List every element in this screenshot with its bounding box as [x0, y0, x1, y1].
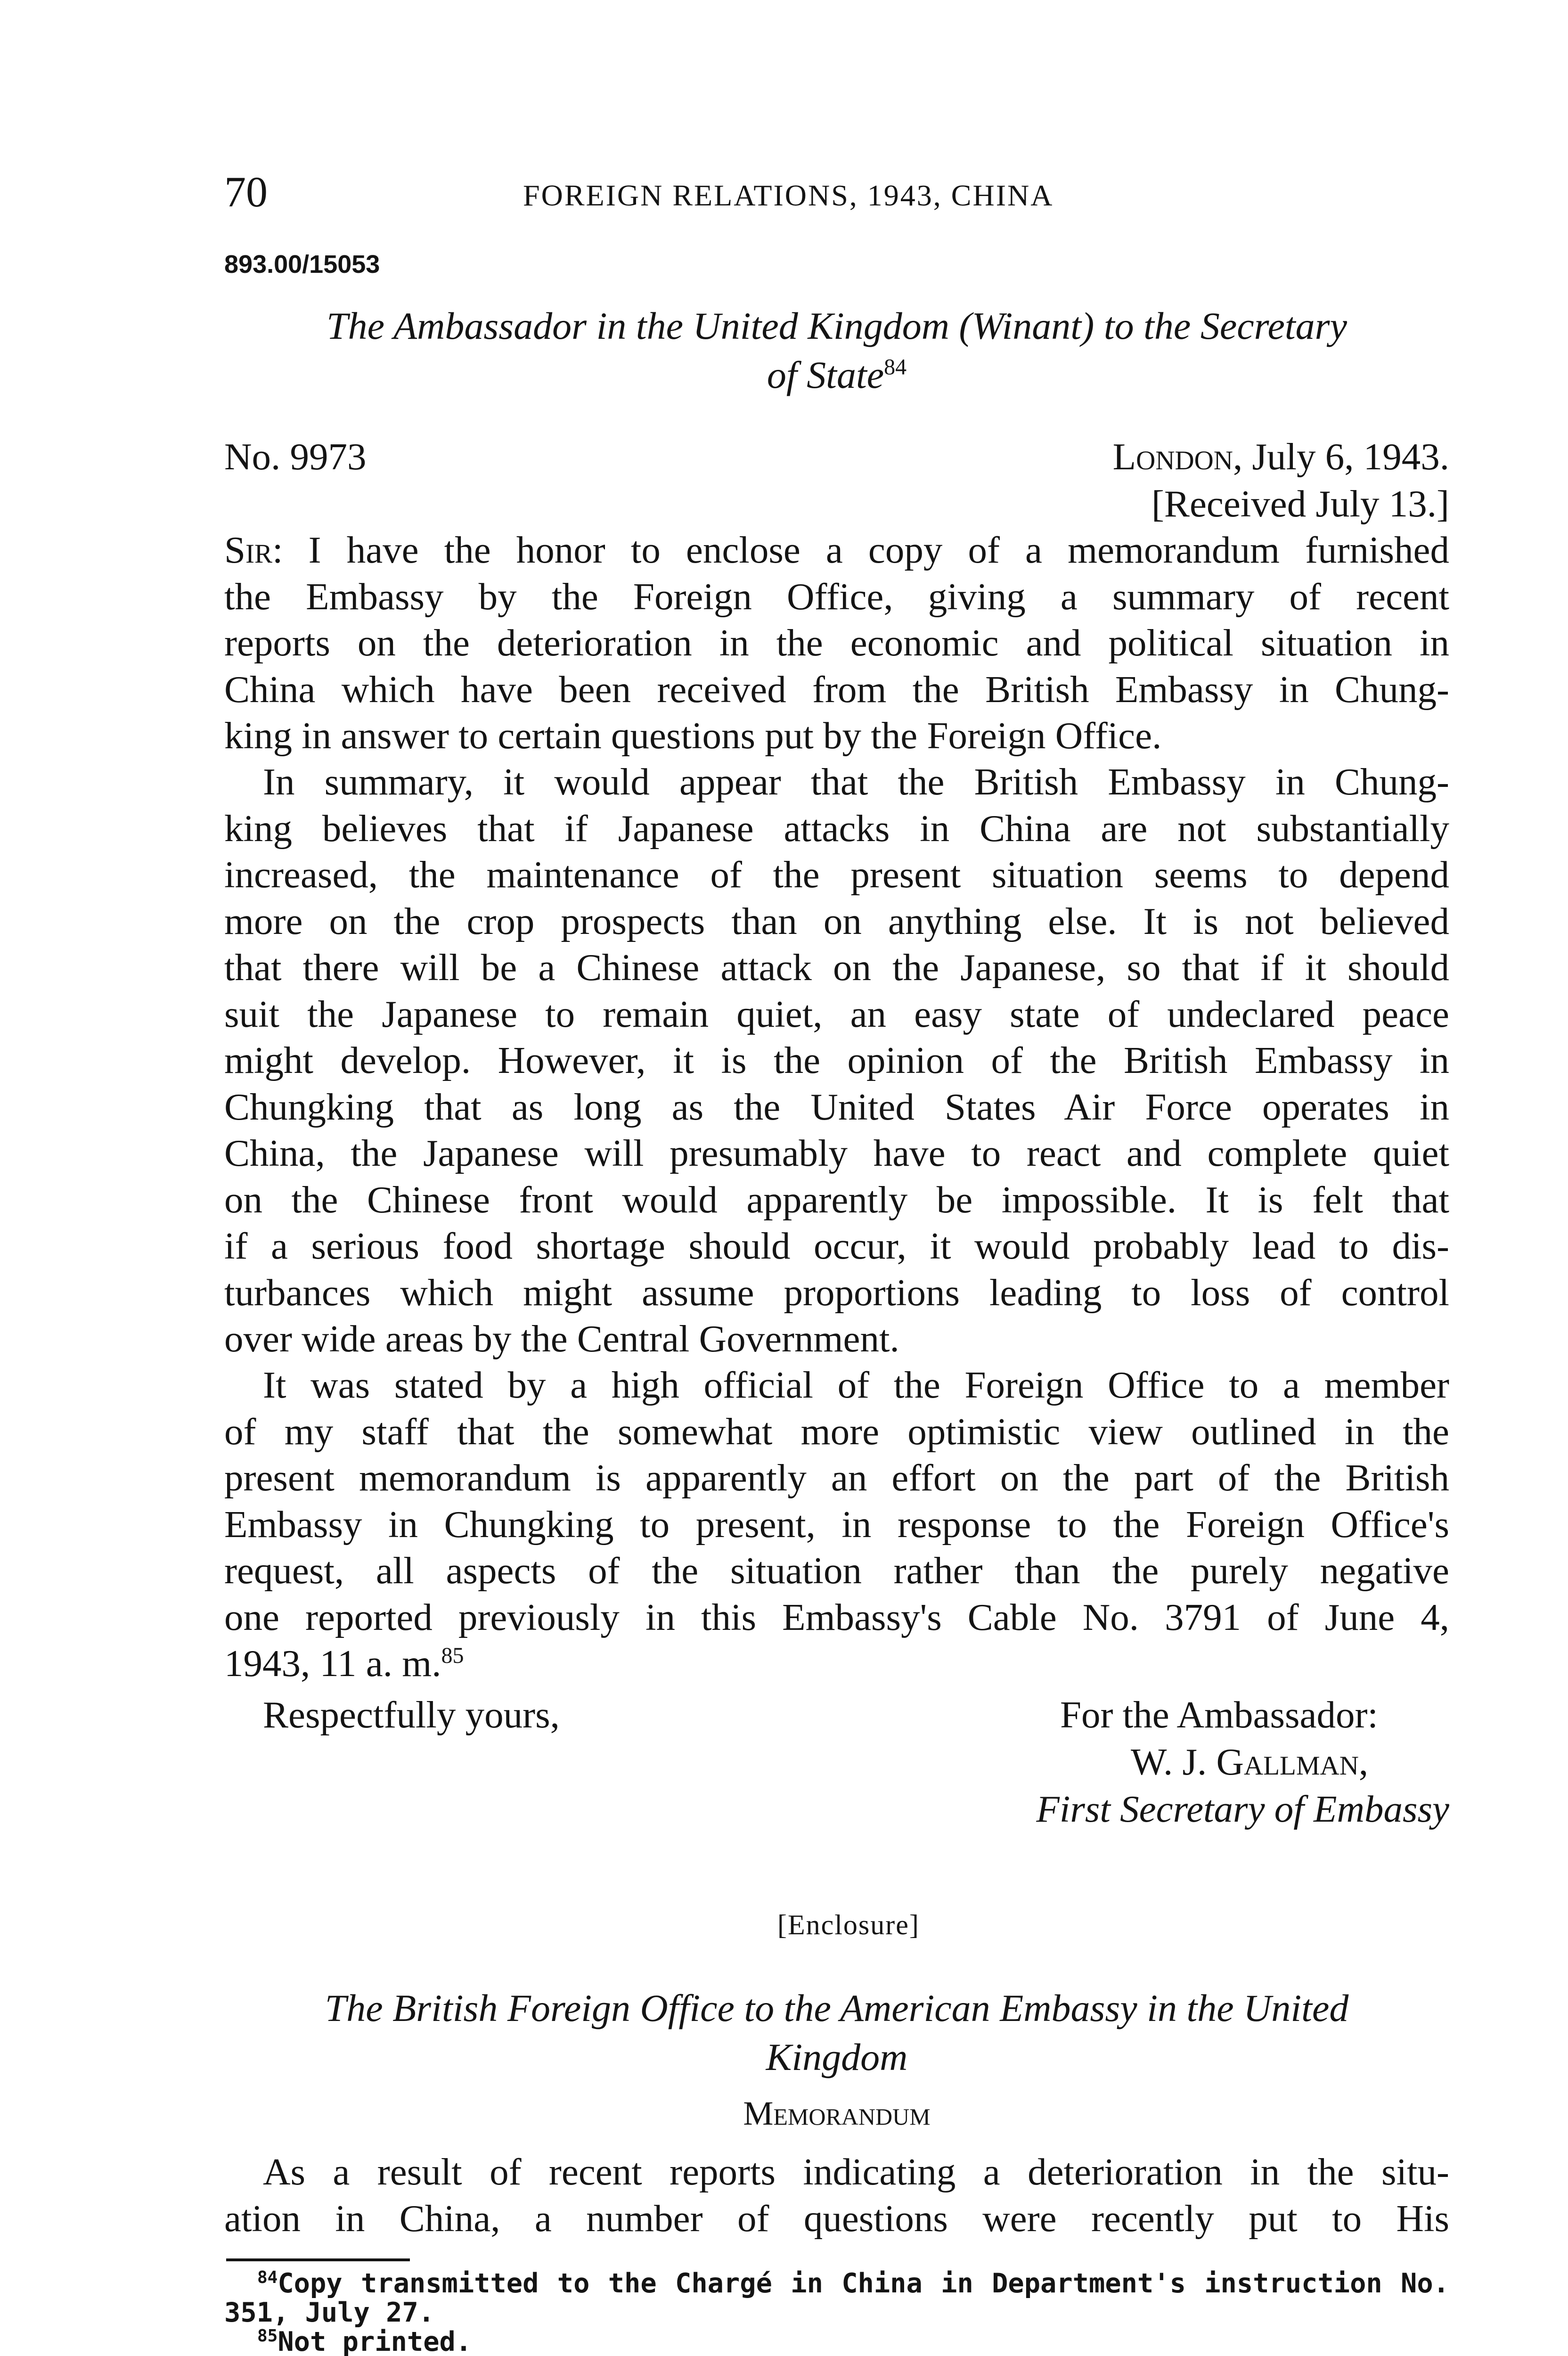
paragraph-2-line: over wide areas by the Central Government. [224, 1317, 899, 1360]
paragraph-2-line: if a serious food shortage should occur, it would probably lead to dis- [224, 1225, 1449, 1267]
paragraph-2-line: more on the crop prospects than on anything else. It is not believed [224, 900, 1449, 942]
paragraph-3-line: request, all aspects of the situation rather than the purely negative [224, 1549, 1449, 1592]
memorandum-body [224, 2149, 1449, 2241]
paragraph-2-line: king believes that if Japanese attacks in China are not substantially [224, 807, 1449, 850]
place-date [1113, 434, 1449, 480]
paragraph-2-line: increased, the maintenance of the present situation seems to depend [224, 853, 1449, 896]
paragraph-1-line: China which have been received from the British Embassy in Chung- [224, 668, 1449, 711]
date: July 6, 1943. [1242, 435, 1449, 478]
paragraph-1-line: king in answer to certain questions put by the Foreign Office. [224, 714, 1162, 757]
footnote-rule [226, 2258, 410, 2261]
signature-name [1131, 1739, 1368, 1785]
document-title [224, 302, 1449, 400]
footnote-ref-84: 84 [884, 354, 907, 380]
paragraph-3-line-7-text: 1943, 11 a. m. [224, 1642, 441, 1685]
paragraph-3-line: of my staff that the somewhat more optimistic view outlined in the [224, 1410, 1449, 1453]
enclosure-title-line-2: Kingdom [766, 2036, 908, 2078]
document-title-line-2: of State [767, 353, 884, 396]
signature-for: For the Ambassador: [1060, 1693, 1378, 1736]
place: London, [1112, 435, 1243, 478]
enclosure-title-line-1: The British Foreign Office to the American Embassy in the United [325, 1987, 1349, 2029]
paragraph-2-line: that there will be a Chinese attack on the Japanese, so that if it should [224, 946, 1449, 989]
paragraph-2-line: In summary, it would appear that the British Embassy in Chung- [263, 761, 1449, 803]
page-number: 70 [224, 168, 268, 216]
paragraph-3-line: It was stated by a high official of the Foreign Office to a member [263, 1364, 1449, 1406]
paragraph-1-line [224, 527, 1449, 573]
document-title-line-2-wrap [224, 351, 1449, 400]
signature-title: First Secretary of Embassy [1036, 1788, 1449, 1830]
paragraph-2-line: might develop. However, it is the opinion of the British Embassy in [224, 1039, 1449, 1081]
memorandum-heading: Memorandum [743, 2094, 931, 2132]
paragraph-2-line: on the Chinese front would apparently be impossible. It is felt that [224, 1178, 1449, 1221]
paragraph-3-line [224, 1640, 1449, 1687]
paragraph-3-line: Embassy in Chungking to present, in response to the Foreign Office's [224, 1503, 1449, 1546]
paragraph-1 [224, 527, 1449, 759]
paragraph-2 [224, 759, 1449, 1362]
paragraph-2-line: Chungking that as long as the United States Air Force operates in [224, 1085, 1449, 1128]
footnote-85-ref: 85 [257, 2326, 278, 2346]
paragraph-2-line: turbances which might assume proportions leading to loss of control [224, 1271, 1449, 1314]
footnote-84-text: Copy transmitted to the Chargé in China in Department's instruction No. [278, 2268, 1449, 2299]
memorandum-line: ation in China, a number of questions were recently put to His [224, 2197, 1449, 2240]
file-number: 893.00/15053 [224, 250, 380, 278]
footnote-85-text: Not printed. [278, 2326, 472, 2356]
paragraph-3-line: present memorandum is apparently an effort on the part of the British [224, 1456, 1449, 1499]
paragraph-3-line: one reported previously in this Embassy's Cable No. 3791 of June 4, [224, 1595, 1449, 1638]
footnote-ref-85: 85 [441, 1643, 464, 1668]
paragraph-1-line-1-text: I have the honor to enclose a copy of a memorandum furnished [283, 529, 1449, 571]
signature-initials: W. J. [1131, 1741, 1217, 1783]
enclosure-title [224, 1984, 1449, 2082]
closing: Respectfully yours, [263, 1693, 560, 1736]
paragraph-2-line: China, the Japanese will presumably have to react and complete quiet [224, 1132, 1449, 1174]
footnote-84-ref: 84 [257, 2268, 278, 2287]
footnotes [224, 2269, 1449, 2356]
running-title: FOREIGN RELATIONS, 1943, CHINA [523, 179, 1054, 212]
signature-surname: Gallman, [1216, 1741, 1369, 1783]
paragraph-1-line: the Embassy by the Foreign Office, giving a summary of recent [224, 575, 1449, 618]
footnote-84-cont: 351, July 27. [224, 2297, 435, 2328]
paragraph-1-line: reports on the deterioration in the economic and political situation in [224, 622, 1449, 664]
salutation: Sir: [224, 529, 283, 571]
enclosure-label: [Enclosure] [777, 1909, 920, 1940]
footnote-84 [224, 2269, 1449, 2298]
paragraph-2-line: suit the Japanese to remain quiet, an easy state of undeclared peace [224, 992, 1449, 1035]
memorandum-line: As a result of recent reports indicating a deterioration in the situ- [263, 2151, 1449, 2193]
dispatch-number: No. 9973 [224, 435, 367, 478]
received-date: [Received July 13.] [1151, 483, 1449, 525]
paragraph-3 [224, 1362, 1449, 1687]
footnote-85 [224, 2327, 1449, 2356]
document-title-line-1: The Ambassador in the United Kingdom (Winant) to the Secretary [327, 304, 1347, 347]
